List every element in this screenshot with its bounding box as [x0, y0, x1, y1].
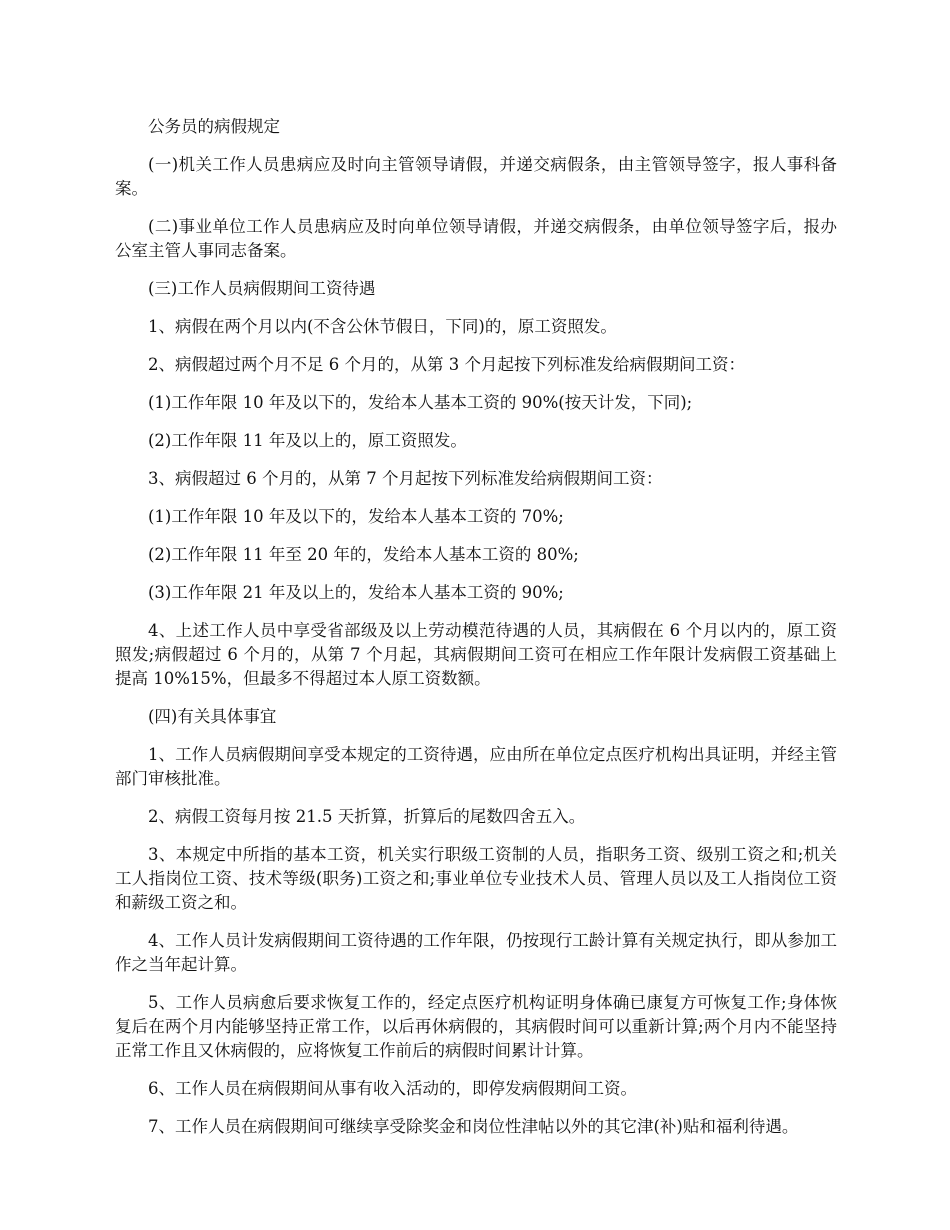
- paragraph: 4、上述工作人员中享受省部级及以上劳动模范待遇的人员，其病假在 6 个月以内的，原工资照发;病假超过 6 个月的，从第 7 个月起，其病假期间工资可在相应工作年限计发病假工资基础上提高 10%15%，但最多不得超过本人原工资数额。: [115, 621, 837, 688]
- document-title: 公务员的病假规定: [148, 117, 280, 136]
- paragraph: 7、工作人员在病假期间可继续享受除奖金和岗位性津帖以外的其它津(补)贴和福利待遇。: [148, 1117, 799, 1136]
- paragraph: (2)工作年限 11 年及以上的，原工资照发。: [148, 431, 467, 450]
- section-heading: (三)工作人员病假期间工资待遇: [148, 279, 376, 298]
- paragraph: 4、工作人员计发病假期间工资待遇的工作年限，仍按现行工龄计算有关规定执行，即从参加工作之当年起计算。: [115, 931, 837, 974]
- paragraph: (1)工作年限 10 年及以下的，发给本人基本工资的 70%;: [148, 507, 564, 526]
- paragraph: 2、病假超过两个月不足 6 个月的，从第 3 个月起按下列标准发给病假期间工资：: [148, 355, 745, 374]
- paragraph: (1)工作年限 10 年及以下的，发给本人基本工资的 90%(按天计发，下同);: [148, 393, 693, 412]
- paragraph: 5、工作人员病愈后要求恢复工作的，经定点医疗机构证明身体确已康复方可恢复工作;身体恢复后在两个月内能够坚持正常工作，以后再休病假的，其病假时间可以重新计算;两个月内不能坚持正常工作且又休病假的，应将恢复工作前后的病假时间累计计算。: [115, 993, 837, 1060]
- paragraph: (一)机关工作人员患病应及时向主管领导请假，并递交病假条，由主管领导签字，报人事科备案。: [115, 155, 837, 198]
- section-heading: (四)有关具体事宜: [148, 707, 277, 726]
- paragraph: 2、病假工资每月按 21.5 天折算，折算后的尾数四舍五入。: [148, 807, 586, 826]
- paragraph: (二)事业单位工作人员患病应及时向单位领导请假，并递交病假条，由单位领导签字后，报办公室主管人事同志备案。: [115, 217, 837, 260]
- paragraph: (2)工作年限 11 年至 20 年的，发给本人基本工资的 80%;: [148, 545, 579, 564]
- paragraph: 1、工作人员病假期间享受本规定的工资待遇，应由所在单位定点医疗机构出具证明，并经主管部门审核批准。: [115, 745, 837, 788]
- paragraph: 3、本规定中所指的基本工资，机关实行职级工资制的人员，指职务工资、级别工资之和;机关工人指岗位工资、技术等级(职务)工资之和;事业单位专业技术人员、管理人员以及工人指岗位工资和薪级工资之和。: [115, 845, 837, 912]
- document-body: [115, 115, 837, 1153]
- paragraph: (3)工作年限 21 年及以上的，发给本人基本工资的 90%;: [148, 583, 564, 602]
- paragraph: 1、病假在两个月以内(不含公休节假日，下同)的，原工资照发。: [148, 317, 617, 336]
- paragraph: 3、病假超过 6 个月的，从第 7 个月起按下列标准发给病假期间工资：: [148, 469, 663, 488]
- paragraph: 6、工作人员在病假期间从事有收入活动的，即停发病假期间工资。: [148, 1079, 637, 1098]
